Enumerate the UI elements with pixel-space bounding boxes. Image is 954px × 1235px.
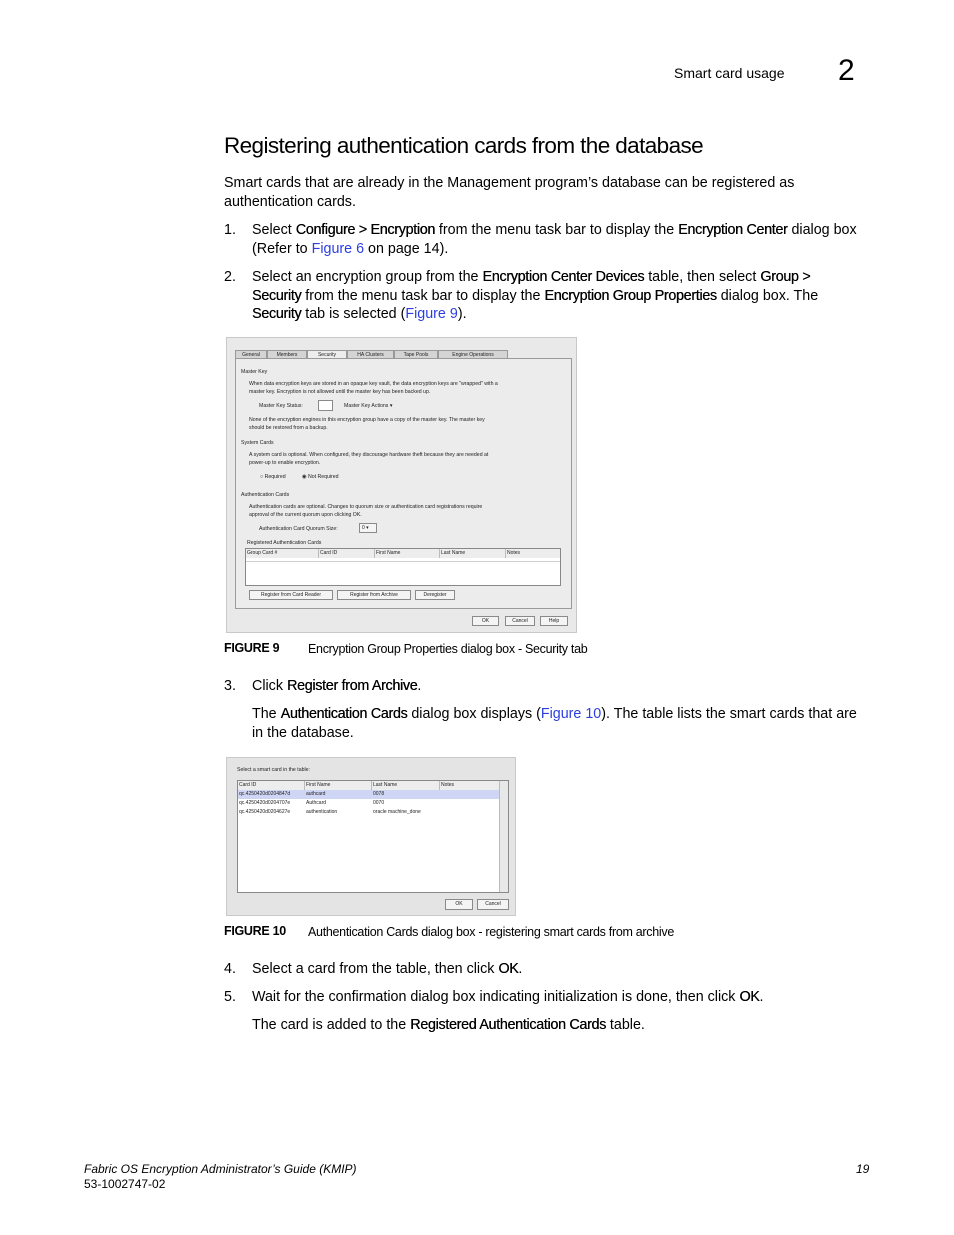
figure-caption-text: Authentication Cards dialog box - registering smart cards from archive [308,925,674,939]
column-header[interactable]: Card ID [238,781,305,790]
tab-ha-clusters[interactable]: HA Clusters [347,350,394,360]
step-1 [224,221,864,261]
system-cards-text: A system card is optional. When configured, they discourage hardware theft because they are needed at [249,452,489,458]
tab-engine-operations[interactable]: Engine Operations [438,350,508,360]
figure-9-caption [224,641,824,659]
column-header[interactable]: Card ID [319,549,375,558]
column-header[interactable]: Notes [440,781,500,790]
running-header-section: Smart card usage [674,65,785,81]
table-row[interactable] [238,799,500,808]
radio-empty-icon: ○ [260,474,264,480]
step-text: Select an encryption group from the Encryption Center Devices table, then select Group > Security from the menu task bar to display the Encryption Group Properties dialog box. The Security tab is selected (Figure 9). [252,269,819,323]
chevron-down-icon: ▾ [389,403,393,409]
smart-cards-table[interactable] [237,780,509,893]
system-cards-text: power-up to enable encryption. [249,460,321,466]
step-2 [224,268,864,326]
step-number: 3. [224,678,236,694]
cell-last-name: oracle machine_done [373,809,421,815]
step-text: Wait for the confirmation dialog box indicating initialization is done, then click OK. [252,989,764,1005]
step-5-detail: The card is added to the Registered Authentication Cards table. [252,1017,645,1033]
security-panel [235,358,572,609]
column-header[interactable]: First Name [305,781,372,790]
column-header[interactable]: First Name [375,549,440,558]
step-5 [224,988,864,1008]
select-card-prompt: Select a smart card in the table: [237,767,310,773]
registered-cards-heading: Registered Authentication Cards [247,540,322,546]
cancel-button[interactable]: Cancel [505,616,535,626]
figure-10-link[interactable]: Figure 10 [540,706,602,722]
step-text: Select a card from the table, then click OK. [252,961,523,977]
radio-required[interactable]: ○ Required [260,474,286,480]
cell-first-name: authcard [306,791,326,797]
figure-10-screenshot [226,757,516,916]
auth-cards-heading: Authentication Cards [241,492,290,498]
step-number: 5. [224,989,236,1005]
figure-10-caption [224,924,844,942]
master-key-text: When data encryption keys are stored in an opaque key vault, the data encryption keys are "wrapped" with a [249,381,498,387]
cancel-button[interactable]: Cancel [477,899,509,910]
step-number: 4. [224,961,236,977]
step-number: 2. [224,269,236,285]
master-key-note: should be restored from a backup. [249,425,328,431]
auth-cards-text: Authentication cards are optional. Changes to quorum size or authentication card registrations require [249,504,483,510]
figure-9-link[interactable]: Figure 9 [405,306,458,323]
step-number: 1. [224,222,236,238]
figure-6-link[interactable]: Figure 6 [311,240,365,257]
column-header[interactable]: Group Card # [246,549,319,558]
cell-first-name: Authcard [306,800,327,806]
tab-members[interactable]: Members [267,350,307,360]
master-key-heading: Master Key [241,369,268,375]
table-row[interactable] [238,808,500,817]
radio-not-required[interactable]: ◉ Not Required [302,474,339,480]
auth-cards-text: approval of the current quorum upon clicking OK. [249,512,362,518]
help-button[interactable]: Help [540,616,568,626]
cell-last-name: 0078 [373,791,385,797]
master-key-actions-dropdown[interactable]: Master Key Actions ▾ [344,403,393,409]
tab-security[interactable]: Security [307,350,347,360]
cell-card-id: qc.4250420d0204707e [239,800,291,806]
deregister-button[interactable]: Deregister [415,590,455,600]
master-key-text: master key. Encryption is not allowed until the master key has been backed up. [249,389,431,395]
tab-general[interactable]: General [235,350,267,360]
figure-label: FIGURE 10 [224,924,286,938]
step-3 [224,677,864,697]
ok-button[interactable]: OK [472,616,499,626]
master-key-status-field [318,400,333,411]
figure-9-screenshot [226,337,577,633]
table-scrollbar[interactable] [499,781,508,892]
cell-card-id: qc.4250420d0204847d [239,791,291,797]
ok-button[interactable]: OK [445,899,473,910]
system-cards-heading: System Cards [241,440,274,446]
footer-document-number: 53-1002747-02 [84,1177,166,1191]
column-header[interactable]: Last Name [440,549,506,558]
quorum-size-label: Authentication Card Quorum Size: [259,526,338,532]
registered-cards-table[interactable] [245,548,561,586]
section-title: Registering authentication cards from the database [224,133,704,158]
figure-label: FIGURE 9 [224,641,280,655]
footer-book-title: Fabric OS Encryption Administrator’s Guide (KMIP) [84,1162,357,1176]
step-text: Select Configure > Encryption from the menu task bar to display the Encryption Center dialog box (Refer to Figure 6 on page 14). [252,222,857,257]
register-from-card-reader-button[interactable]: Register from Card Reader [249,590,333,600]
intro-paragraph: Smart cards that are already in the Management program’s database can be registered as authentication cards. [224,175,795,210]
master-key-note: None of the encryption engines in this encryption group have a copy of the master key. The master key [249,417,485,423]
page-number: 19 [856,1162,870,1176]
table-divider [246,561,560,562]
figure-caption-text: Encryption Group Properties dialog box - Security tab [308,642,588,656]
step-text: Click Register from Archive. [252,678,422,694]
master-key-status-label: Master Key Status: [259,403,303,409]
register-from-archive-button[interactable]: Register from Archive [337,590,411,600]
chapter-number: 2 [838,54,855,87]
column-header[interactable]: Last Name [372,781,440,790]
step-3-detail: The Authentication Cards dialog box displays (Figure 10). The table lists the smart cards that are in the database. [252,706,857,741]
step-4 [224,960,864,980]
cell-card-id: qc.4250420d0204627e [239,809,291,815]
tab-tape-pools[interactable]: Tape Pools [394,350,438,360]
table-row[interactable] [238,790,500,799]
cell-last-name: 0070 [373,800,385,806]
chevron-down-icon: ▾ [366,525,369,531]
radio-selected-icon: ◉ [302,474,307,480]
cell-first-name: authentication [306,809,338,815]
column-header[interactable]: Notes [506,549,560,558]
quorum-size-select[interactable]: 0 ▾ [359,523,377,533]
